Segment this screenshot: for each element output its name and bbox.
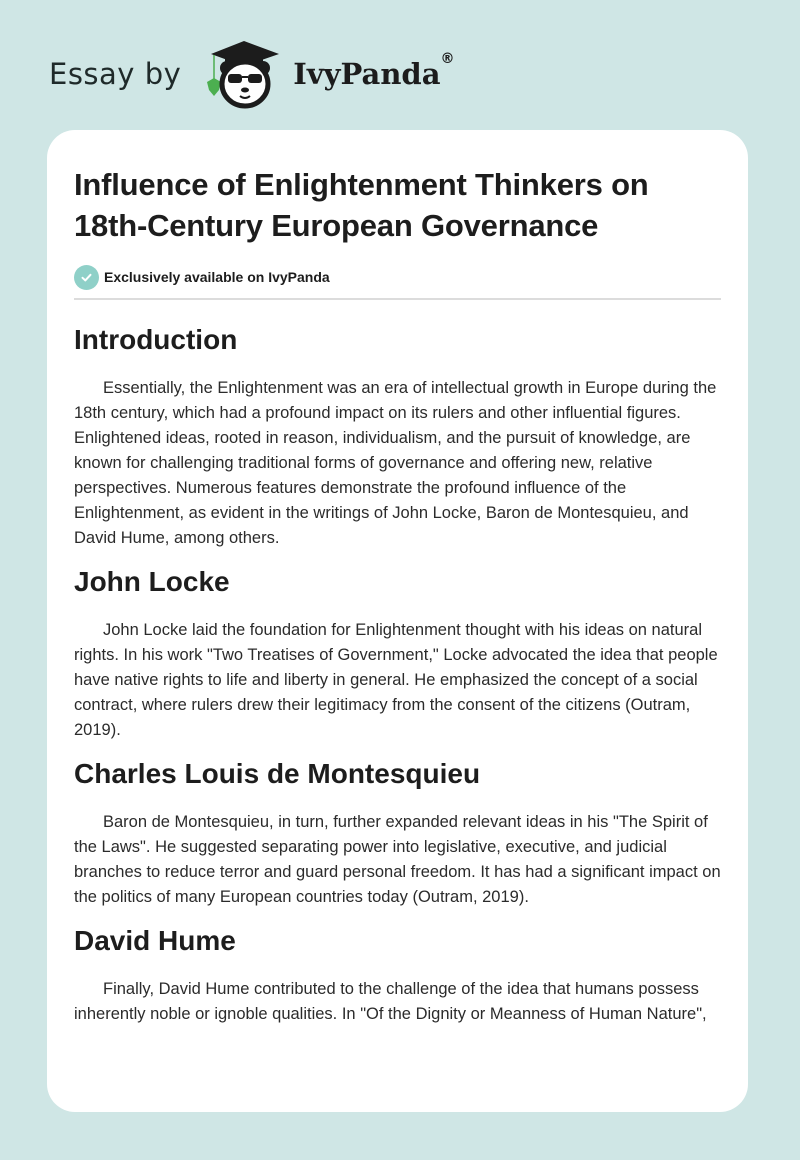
section-paragraph: Baron de Montesquieu, in turn, further expanded relevant ideas in his "The Spirit of the Laws". He suggested separating power into legislative, executive, and judicial branches to reduce terror and guard personal freedom. It has had a significant impact on the politics of many European countries today (Outram, 2019). xyxy=(74,813,721,906)
section-paragraph: Essentially, the Enlightenment was an era of intellectual growth in Europe during the 18th century, which had a profound impact on its rulers and other influential figures. Enlightened ideas, rooted in reason, individualism, and the pursuit of knowledge, are known for challenging traditional forms of governance and offering new, relative perspectives. Numerous features demonstrate the profound influence of the Enlightenment, as evident in the writings of John Locke, Baron de Montesquieu, and David Hume, among others. xyxy=(74,379,717,547)
section-heading: Charles Louis de Montesquieu xyxy=(74,758,481,789)
registered-mark: ® xyxy=(440,51,455,67)
section-paragraph: John Locke laid the foundation for Enlightenment thought with his ideas on natural rights. In his work "Two Treatises of Government," Locke advocated the idea that people have native rights to life and liberty in general. He emphasized the concept of a social contract, where rulers drew their legitimacy from the consent of the citizens (Outram, 2019). xyxy=(74,621,718,739)
section-introduction xyxy=(74,323,721,551)
badge-text: Exclusively available on IvyPanda xyxy=(104,269,330,285)
essay-title: Influence of Enlightenment Thinkers on 18th-Century European Governance xyxy=(74,167,649,243)
site-header xyxy=(49,34,455,114)
section-paragraph: Finally, David Hume contributed to the challenge of the idea that humans possess inherently noble or ignoble qualities. In "Of the Dignity or Meanness of Human Nature", xyxy=(74,980,707,1023)
check-circle-icon xyxy=(74,265,99,290)
exclusive-badge xyxy=(74,264,721,290)
brand-prefix: Essay by xyxy=(49,57,182,91)
brand-name-text: IvyPanda xyxy=(293,57,441,91)
essay-card xyxy=(47,130,748,1112)
panda-graduation-cap-logo-icon[interactable] xyxy=(201,38,287,110)
divider xyxy=(74,298,721,300)
section-heading: John Locke xyxy=(74,566,230,597)
section-montesquieu xyxy=(74,757,721,910)
section-heading: David Hume xyxy=(74,925,236,956)
section-john-locke xyxy=(74,565,721,743)
section-david-hume xyxy=(74,924,721,1027)
section-heading: Introduction xyxy=(74,324,238,355)
brand-name[interactable] xyxy=(293,51,455,91)
